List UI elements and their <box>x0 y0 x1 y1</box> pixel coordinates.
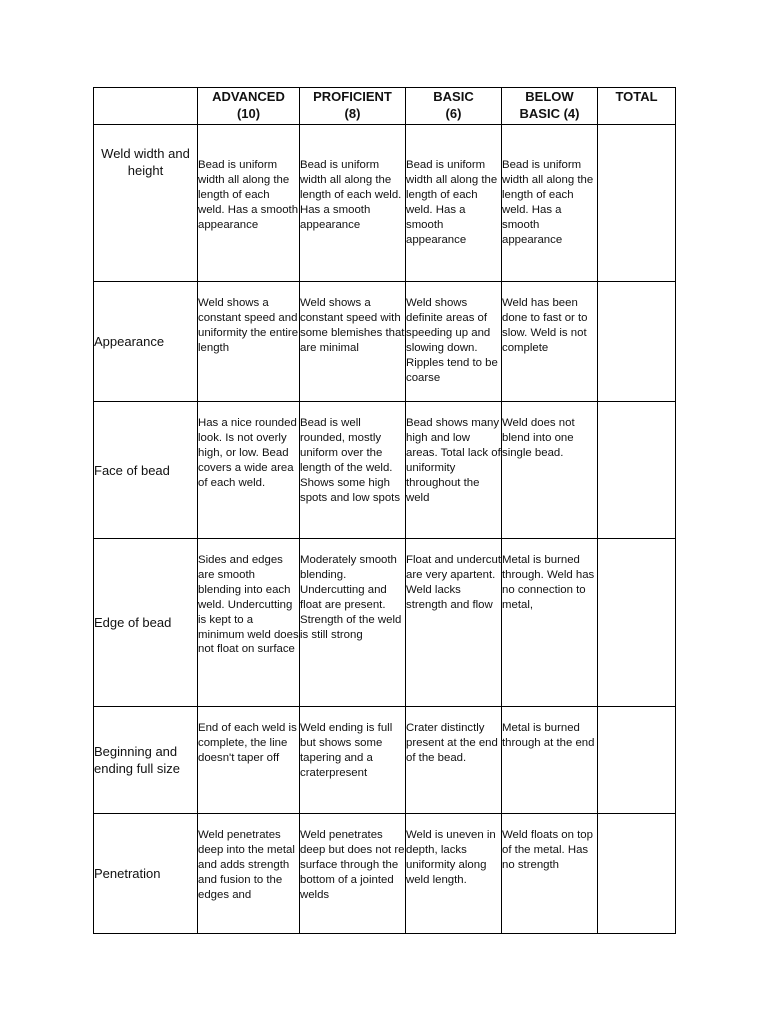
basic-cell: Bead shows many high and low areas. Total lack of uniformity throughout the weld <box>406 402 502 539</box>
table-row <box>94 539 676 707</box>
criterion-label: Appearance <box>94 282 198 402</box>
basic-cell: Weld is uneven in depth, lacks uniformity along weld length. <box>406 814 502 934</box>
advanced-cell: Weld penetrates deep into the metal and adds strength and fusion to the edges and <box>198 814 300 934</box>
advanced-cell: Has a nice rounded look. Is not overly high, or low. Bead covers a wide area of each weld. <box>198 402 300 539</box>
table-row <box>94 125 676 282</box>
below-basic-cell: Bead is uniform width all along the length of each weld. Has a smooth appearance <box>502 125 598 282</box>
advanced-cell: End of each weld is complete, the line doesn't taper off <box>198 707 300 814</box>
below-basic-cell: Weld has been done to fast or to slow. Weld is not complete <box>502 282 598 402</box>
criterion-label: Weld width and height <box>94 125 198 282</box>
table-row <box>94 282 676 402</box>
below-basic-cell: Metal is burned through. Weld has no connection to metal, <box>502 539 598 707</box>
proficient-cell: Weld penetrates deep but does not re surface through the bottom of a jointed welds <box>300 814 406 934</box>
total-cell <box>598 282 676 402</box>
header-proficient: PROFICIENT (8) <box>300 88 406 125</box>
total-cell <box>598 707 676 814</box>
advanced-cell: Weld shows a constant speed and uniformity the entire length <box>198 282 300 402</box>
proficient-cell: Weld shows a constant speed with some blemishes that are minimal <box>300 282 406 402</box>
below-basic-cell: Weld does not blend into one single bead. <box>502 402 598 539</box>
below-basic-cell: Weld floats on top of the metal. Has no strength <box>502 814 598 934</box>
criterion-label: Penetration <box>94 814 198 934</box>
total-cell <box>598 125 676 282</box>
below-basic-cell: Metal is burned through at the end <box>502 707 598 814</box>
basic-cell: Bead is uniform width all along the length of each weld. Has a smooth appearance <box>406 125 502 282</box>
criterion-label: Edge of bead <box>94 539 198 707</box>
advanced-cell: Bead is uniform width all along the length of each weld. Has a smooth appearance <box>198 125 300 282</box>
header-total: TOTAL <box>598 88 676 125</box>
total-cell <box>598 814 676 934</box>
rubric-table <box>93 87 676 934</box>
basic-cell: Float and undercut are very apartent. Weld lacks strength and flow <box>406 539 502 707</box>
proficient-cell: Weld ending is full but shows some tapering and a craterpresent <box>300 707 406 814</box>
table-row <box>94 814 676 934</box>
criterion-label: Beginning and ending full size <box>94 707 198 814</box>
header-advanced: ADVANCED (10) <box>198 88 300 125</box>
table-row <box>94 402 676 539</box>
criterion-label: Face of bead <box>94 402 198 539</box>
advanced-cell: Sides and edges are smooth blending into each weld. Undercutting is kept to a minimum weld does not float on surface <box>198 539 300 707</box>
total-cell <box>598 539 676 707</box>
basic-cell: Crater distinctly present at the end of the bead. <box>406 707 502 814</box>
basic-cell: Weld shows definite areas of speeding up and slowing down. Ripples tend to be coarse <box>406 282 502 402</box>
table-row <box>94 707 676 814</box>
proficient-cell: Bead is well rounded, mostly uniform over the length of the weld. Shows some high spots and low spots <box>300 402 406 539</box>
header-row <box>94 88 676 125</box>
header-below-basic: BELOW BASIC (4) <box>502 88 598 125</box>
proficient-cell: Moderately smooth blending. Undercutting and float are present. Strength of the weld is still strong <box>300 539 406 707</box>
proficient-cell: Bead is uniform width all along the length of each weld. Has a smooth appearance <box>300 125 406 282</box>
header-basic: BASIC (6) <box>406 88 502 125</box>
total-cell <box>598 402 676 539</box>
header-corner <box>94 88 198 125</box>
